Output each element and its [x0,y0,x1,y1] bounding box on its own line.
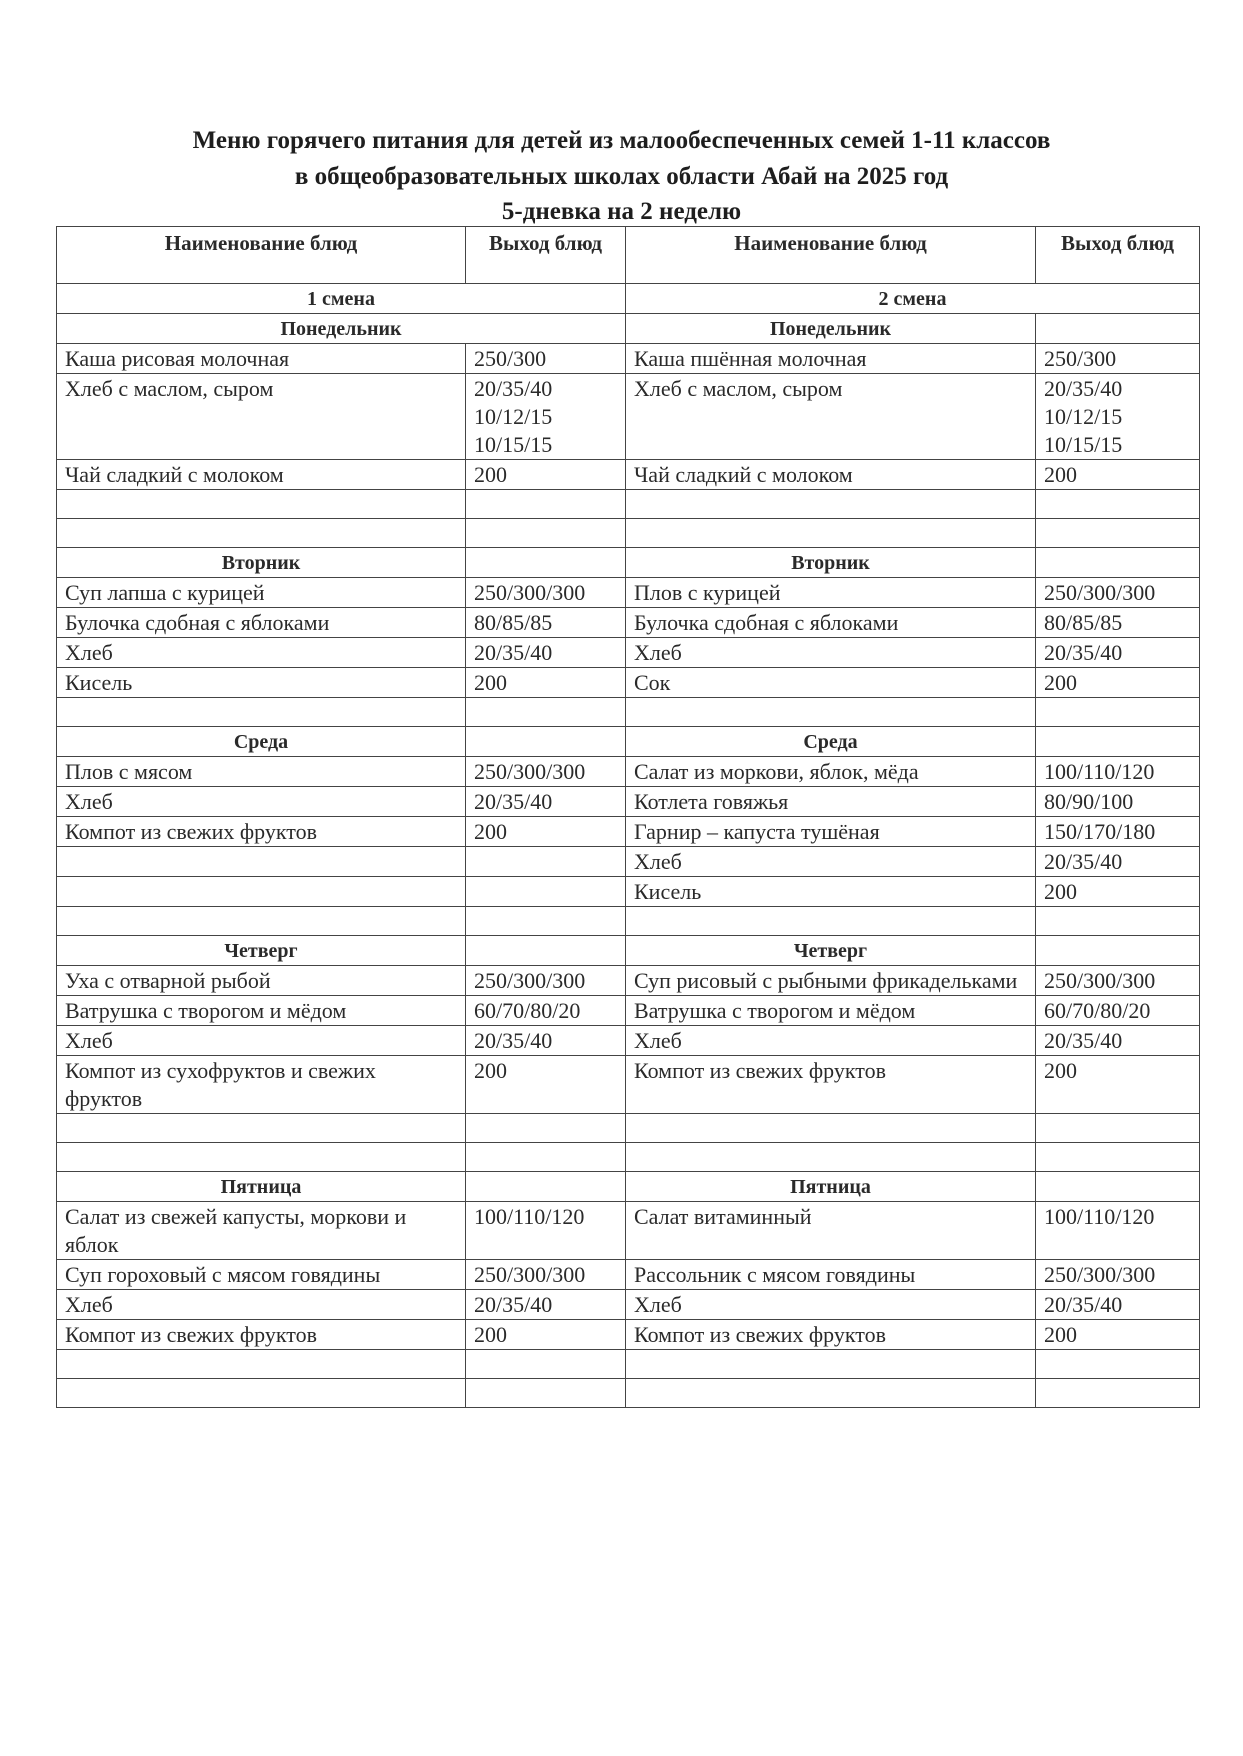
day-yield-empty [466,727,626,757]
day-name-shift-1: Понедельник [57,314,626,344]
yield-shift-2: 20/35/40 [1036,638,1200,668]
dish-shift-1: Компот из свежих фруктов [57,1320,466,1350]
table-row [57,578,1200,608]
dish-shift-1: Кисель [57,668,466,698]
dish-shift-1: Хлеб [57,1026,466,1056]
yield-shift-2: 200 [1036,877,1200,907]
dish-shift-2: Салат из моркови, яблок, мёда [626,757,1036,787]
table-row [57,1056,1200,1114]
yield-shift-1: 250/300 [466,344,626,374]
yield-shift-1: 60/70/80/20 [466,996,626,1026]
blank-cell [57,519,466,548]
day-header-row [57,727,1200,757]
blank-cell [626,519,1036,548]
day-name-shift-1: Четверг [57,936,466,966]
yield-shift-2: 150/170/180 [1036,817,1200,847]
yield-shift-1: 20/35/40 [466,1290,626,1320]
dish-shift-2: Булочка сдобная с яблоками [626,608,1036,638]
blank-row [57,1114,1200,1143]
yield-shift-2: 200 [1036,1056,1200,1114]
dish-shift-1: Чай сладкий с молоком [57,460,466,490]
table-row [57,1320,1200,1350]
dish-shift-1: Каша рисовая молочная [57,344,466,374]
yield-shift-1: 20/35/40 [466,1026,626,1056]
blank-cell [626,1379,1036,1408]
yield-shift-2: 20/35/40 10/12/15 10/15/15 [1036,374,1200,460]
day-yield-empty [466,548,626,578]
yield-shift-1: 250/300/300 [466,966,626,996]
blank-cell [466,519,626,548]
yield-shift-2: 80/85/85 [1036,608,1200,638]
table-row [57,996,1200,1026]
blank-cell [626,907,1036,936]
yield-shift-1 [466,877,626,907]
table-row [57,966,1200,996]
dish-shift-1: Хлеб [57,1290,466,1320]
dish-shift-1 [57,847,466,877]
dish-shift-1: Ватрушка с творогом и мёдом [57,996,466,1026]
day-name-shift-2: Четверг [626,936,1036,966]
yield-shift-2: 100/110/120 [1036,1202,1200,1260]
yield-shift-2: 250/300/300 [1036,578,1200,608]
dish-shift-1: Суп лапша с курицей [57,578,466,608]
dish-shift-2: Каша пшённая молочная [626,344,1036,374]
yield-shift-2: 100/110/120 [1036,757,1200,787]
yield-shift-1: 20/35/40 [466,787,626,817]
blank-row [57,1350,1200,1379]
blank-row [57,907,1200,936]
dish-shift-2: Гарнир – капуста тушёная [626,817,1036,847]
blank-row [57,698,1200,727]
dish-shift-2: Чай сладкий с молоком [626,460,1036,490]
blank-cell [466,1114,626,1143]
dish-shift-2: Хлеб [626,1290,1036,1320]
dish-shift-2: Рассольник с мясом говядины [626,1260,1036,1290]
blank-cell [57,1143,466,1172]
day-yield-empty [1036,727,1200,757]
table-row [57,757,1200,787]
yield-shift-2: 200 [1036,668,1200,698]
dish-shift-2: Кисель [626,877,1036,907]
table-row [57,608,1200,638]
day-name-shift-2: Среда [626,727,1036,757]
table-row [57,460,1200,490]
yield-shift-2: 60/70/80/20 [1036,996,1200,1026]
yield-shift-1: 100/110/120 [466,1202,626,1260]
dish-shift-2: Компот из свежих фруктов [626,1320,1036,1350]
dish-shift-2: Плов с курицей [626,578,1036,608]
yield-shift-1: 80/85/85 [466,608,626,638]
document-title-line-2: в общеобразовательных школах области Абай на 2025 год [294,163,949,190]
blank-cell [466,1350,626,1379]
blank-cell [57,1379,466,1408]
yield-shift-2: 200 [1036,1320,1200,1350]
day-name-shift-2: Пятница [626,1172,1036,1202]
table-row [57,344,1200,374]
dish-shift-2: Суп рисовый с рыбными фрикадельками [626,966,1036,996]
yield-shift-2: 250/300/300 [1036,1260,1200,1290]
table-header-row [57,227,1200,284]
day-yield-empty [466,936,626,966]
yield-shift-1: 250/300/300 [466,578,626,608]
day-yield-empty [1036,548,1200,578]
blank-cell [626,490,1036,519]
day-yield-empty [1036,1172,1200,1202]
day-name-shift-1: Вторник [57,548,466,578]
blank-cell [466,907,626,936]
blank-cell [1036,1143,1200,1172]
table-row [57,1290,1200,1320]
yield-shift-1: 250/300/300 [466,757,626,787]
blank-cell [626,1114,1036,1143]
day-yield-empty [1036,936,1200,966]
blank-cell [466,1143,626,1172]
blank-cell [626,1143,1036,1172]
blank-cell [1036,1379,1200,1408]
shift-1-label: 1 смена [57,284,626,314]
dish-shift-2: Салат витаминный [626,1202,1036,1260]
yield-shift-1: 200 [466,817,626,847]
table-row [57,787,1200,817]
blank-cell [57,1114,466,1143]
blank-cell [57,1350,466,1379]
dish-shift-1: Уха с отварной рыбой [57,966,466,996]
blank-row [57,519,1200,548]
dish-shift-1: Салат из свежей капусты, моркови и яблок [57,1202,466,1260]
day-name-shift-2: Вторник [626,548,1036,578]
document-title-line-3: 5-дневка на 2 неделю [501,198,742,225]
day-header-row [57,548,1200,578]
blank-cell [626,698,1036,727]
document-title-line-1: Меню горячего питания для детей из малообеспеченных семей 1-11 классов [192,127,1051,154]
shift-row [57,284,1200,314]
dish-shift-2: Ватрушка с творогом и мёдом [626,996,1036,1026]
dish-shift-2: Хлеб [626,847,1036,877]
shift-2-label: 2 смена [626,284,1200,314]
blank-cell [57,907,466,936]
day-name-shift-2: Понедельник [626,314,1036,344]
yield-shift-2: 250/300 [1036,344,1200,374]
dish-shift-2: Котлета говяжья [626,787,1036,817]
table-row [57,1260,1200,1290]
dish-shift-1: Хлеб [57,787,466,817]
header-yield-2: Выход блюд [1036,227,1200,284]
day-header-row [57,936,1200,966]
dish-shift-1: Плов с мясом [57,757,466,787]
dish-shift-1: Булочка сдобная с яблоками [57,608,466,638]
dish-shift-1: Хлеб [57,638,466,668]
yield-shift-1: 200 [466,460,626,490]
dish-shift-1: Суп гороховый с мясом говядины [57,1260,466,1290]
yield-shift-2: 250/300/300 [1036,966,1200,996]
table-row [57,668,1200,698]
table-row [57,847,1200,877]
yield-shift-2: 80/90/100 [1036,787,1200,817]
dish-shift-2: Компот из свежих фруктов [626,1056,1036,1114]
day-header-row [57,314,1200,344]
day-header-row [57,1172,1200,1202]
header-dish-name-2: Наименование блюд [626,227,1036,284]
yield-shift-1: 20/35/40 10/12/15 10/15/15 [466,374,626,460]
dish-shift-1: Компот из свежих фруктов [57,817,466,847]
yield-shift-1: 200 [466,1320,626,1350]
day-yield-empty [466,1172,626,1202]
blank-cell [1036,907,1200,936]
table-row [57,1026,1200,1056]
yield-shift-1: 200 [466,668,626,698]
blank-cell [57,698,466,727]
dish-shift-1 [57,877,466,907]
yield-shift-1: 200 [466,1056,626,1114]
yield-shift-2: 20/35/40 [1036,1290,1200,1320]
day-name-shift-1: Пятница [57,1172,466,1202]
blank-cell [57,490,466,519]
header-yield-1: Выход блюд [466,227,626,284]
table-row [57,877,1200,907]
day-yield-empty [1036,314,1200,344]
table-row [57,374,1200,460]
blank-cell [466,698,626,727]
yield-shift-1 [466,847,626,877]
table-row [57,1202,1200,1260]
menu-table [56,226,1200,1408]
blank-cell [466,490,626,519]
blank-row [57,1143,1200,1172]
blank-cell [1036,698,1200,727]
dish-shift-2: Хлеб [626,638,1036,668]
dish-shift-1: Хлеб с маслом, сыром [57,374,466,460]
yield-shift-2: 20/35/40 [1036,1026,1200,1056]
dish-shift-2: Хлеб [626,1026,1036,1056]
yield-shift-2: 200 [1036,460,1200,490]
blank-cell [1036,490,1200,519]
blank-cell [626,1350,1036,1379]
dish-shift-2: Хлеб с маслом, сыром [626,374,1036,460]
yield-shift-2: 20/35/40 [1036,847,1200,877]
table-row [57,817,1200,847]
header-dish-name-1: Наименование блюд [57,227,466,284]
blank-cell [1036,1350,1200,1379]
blank-cell [466,1379,626,1408]
day-name-shift-1: Среда [57,727,466,757]
yield-shift-1: 20/35/40 [466,638,626,668]
blank-cell [1036,519,1200,548]
yield-shift-1: 250/300/300 [466,1260,626,1290]
blank-cell [1036,1114,1200,1143]
table-row [57,638,1200,668]
blank-row [57,490,1200,519]
blank-row [57,1379,1200,1408]
dish-shift-2: Сок [626,668,1036,698]
dish-shift-1: Компот из сухофруктов и свежих фруктов [57,1056,466,1114]
